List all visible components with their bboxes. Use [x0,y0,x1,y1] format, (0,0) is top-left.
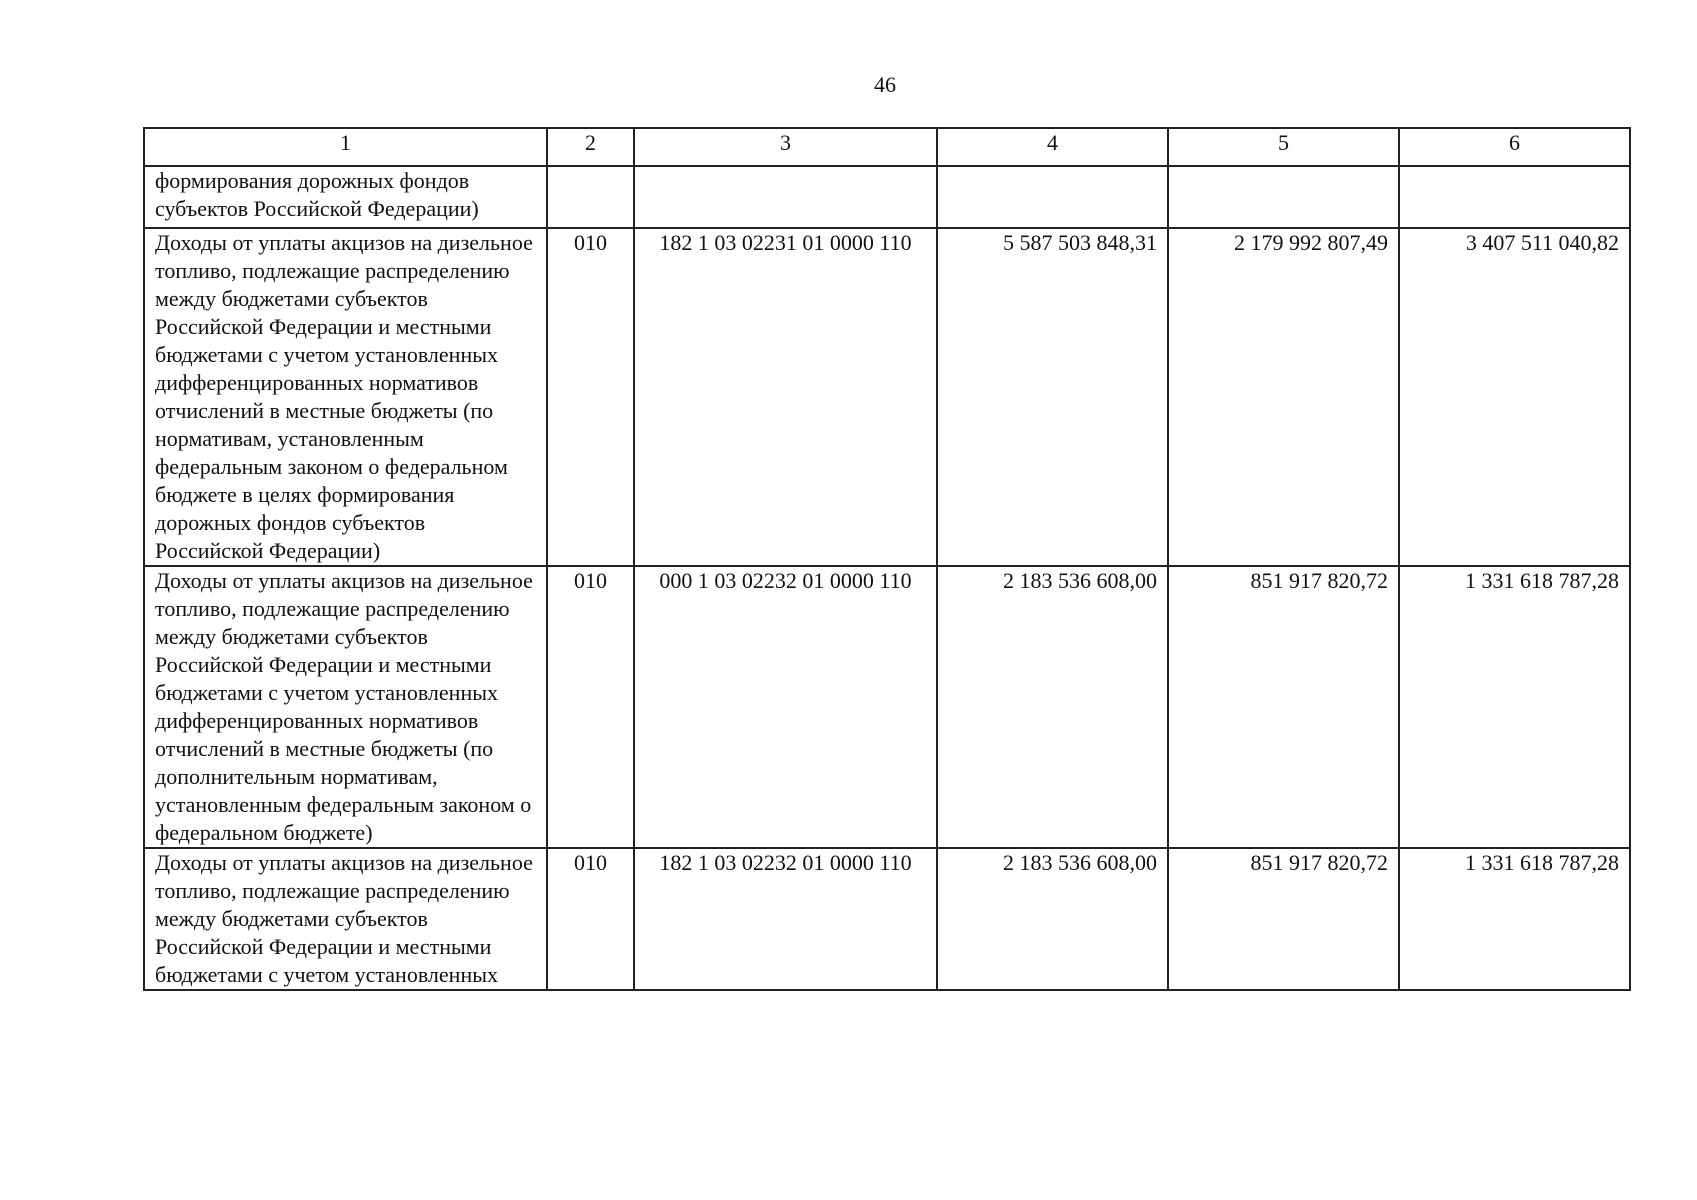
page-number: 46 [874,72,896,97]
budget-code-cell: 000 1 03 02232 01 0000 110 [634,566,937,848]
amount-cell-5: 851 917 820,72 [1168,848,1399,990]
table-row [144,166,1630,228]
amount-cell-4: 5 587 503 848,31 [937,228,1168,566]
income-name-cell: Доходы от уплаты акцизов на дизельное топливо, подлежащие распределению между бюджетами субъектов Российской Федерации и местными бюджетами с учетом установленных дифференцированных нормативов отчислений в местные бюджеты (по нормативам, установленным федеральным законом о федеральном бюджете в целях формирования дорожных фондов субъектов Российской Федерации) [144,228,547,566]
admin-code-cell [547,166,634,228]
column-header: 6 [1399,128,1630,166]
table-row [144,228,1630,566]
budget-code-cell: 182 1 03 02231 01 0000 110 [634,228,937,566]
amount-cell-4: 2 183 536 608,00 [937,848,1168,990]
column-header: 2 [547,128,634,166]
amount-cell-4 [937,166,1168,228]
income-name-cell: Доходы от уплаты акцизов на дизельное топливо, подлежащие распределению между бюджетами субъектов Российской Федерации и местными бюджетами с учетом установленных дифференцированных нормативов отчислений в местные бюджеты (по дополнительным нормативам, установленным федеральным законом о федеральном бюджете) [144,566,547,848]
budget-code-cell [634,166,937,228]
income-name-cell: формирования дорожных фондов субъектов Российской Федерации) [144,166,547,228]
table-row [144,566,1630,848]
table-header-row [144,128,1630,166]
admin-code-cell: 010 [547,848,634,990]
column-header: 3 [634,128,937,166]
budget-code-cell: 182 1 03 02232 01 0000 110 [634,848,937,990]
table-row [144,848,1630,990]
column-header: 5 [1168,128,1399,166]
column-header: 1 [144,128,547,166]
amount-cell-6: 3 407 511 040,82 [1399,228,1630,566]
admin-code-cell: 010 [547,566,634,848]
amount-cell-6: 1 331 618 787,28 [1399,848,1630,990]
amount-cell-4: 2 183 536 608,00 [937,566,1168,848]
amount-cell-5: 2 179 992 807,49 [1168,228,1399,566]
revenue-table [143,127,1631,991]
column-header: 4 [937,128,1168,166]
amount-cell-5: 851 917 820,72 [1168,566,1399,848]
amount-cell-6 [1399,166,1630,228]
amount-cell-5 [1168,166,1399,228]
amount-cell-6: 1 331 618 787,28 [1399,566,1630,848]
income-name-cell: Доходы от уплаты акцизов на дизельное топливо, подлежащие распределению между бюджетами субъектов Российской Федерации и местными бюджетами с учетом установленных [144,848,547,990]
admin-code-cell: 010 [547,228,634,566]
